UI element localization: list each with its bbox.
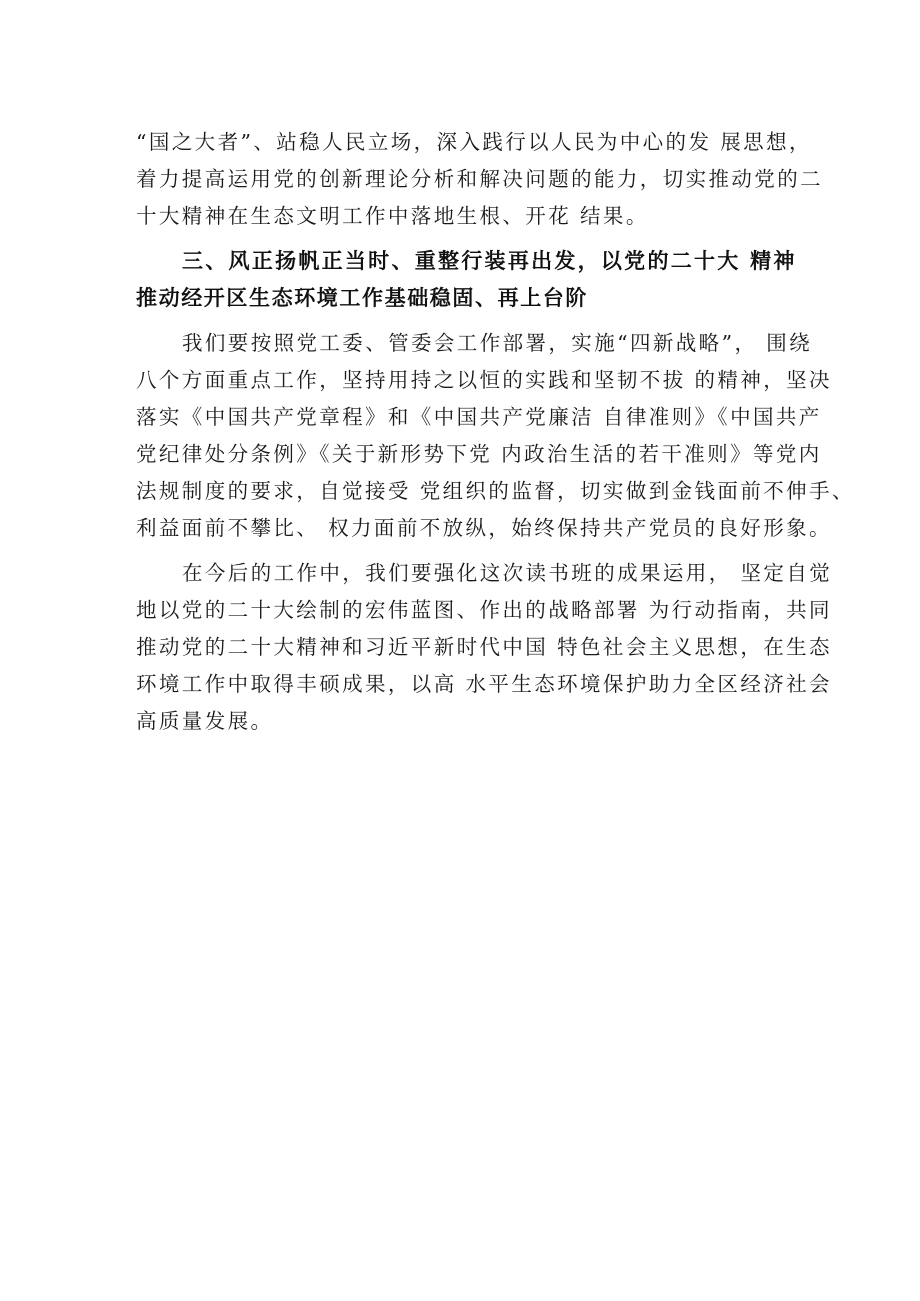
heading-line: 推动经开区生态环境工作基础稳固、再上台阶 bbox=[136, 286, 588, 310]
text-line: 高质量发展。 bbox=[136, 709, 274, 733]
paragraph bbox=[136, 325, 855, 547]
text-line: 我们要按照党工委、管委会工作部署，实施“四新战略”， 围绕 bbox=[182, 331, 813, 355]
text-line: 推动党的二十大精神和习近平新时代中国 特色社会主义思想，在生态 bbox=[136, 635, 832, 659]
document-body bbox=[136, 124, 855, 740]
text-line: “国之大者”、站稳人民立场，深入践行以人民为中心的发 展思想， bbox=[136, 130, 812, 154]
heading-line: 三、风正扬帆正当时、重整行装再出发，以党的二十大 精神 bbox=[182, 249, 796, 273]
text-line: 八个方面重点工作，坚持用持之以恒的实践和坚韧不拔 的精神，坚决 bbox=[136, 368, 832, 392]
text-line: 落实《中国共产党章程》和《中国共产党廉洁 自律准则》《中国共产 bbox=[136, 405, 822, 429]
paragraph-continuation bbox=[136, 124, 823, 235]
section-heading bbox=[136, 243, 796, 317]
paragraph bbox=[136, 555, 833, 740]
text-line: 着力提高运用党的创新理论分析和解决问题的能力，切实推动党的二 bbox=[136, 167, 823, 191]
text-line: 党纪律处分条例》《关于新形势下党 内政治生活的若干准则》等党内 bbox=[136, 442, 822, 466]
text-line: 地以党的二十大绘制的宏伟蓝图、作出的战略部署 为行动指南，共同 bbox=[136, 598, 832, 622]
text-line: 利益面前不攀比、 权力面前不放纵，始终保持共产党员的良好形象。 bbox=[136, 516, 832, 540]
text-line: 法规制度的要求，自觉接受 党组织的监督，切实做到金钱面前不伸手、 bbox=[136, 479, 855, 503]
text-line: 环境工作中取得丰硕成果，以高 水平生态环境保护助力全区经济社会 bbox=[136, 672, 832, 696]
text-line: 十大精神在生态文明工作中落地生根、开花 结果。 bbox=[136, 204, 649, 228]
text-line: 在今后的工作中，我们要强化这次读书班的成果运用， 坚定自觉 bbox=[182, 561, 833, 585]
